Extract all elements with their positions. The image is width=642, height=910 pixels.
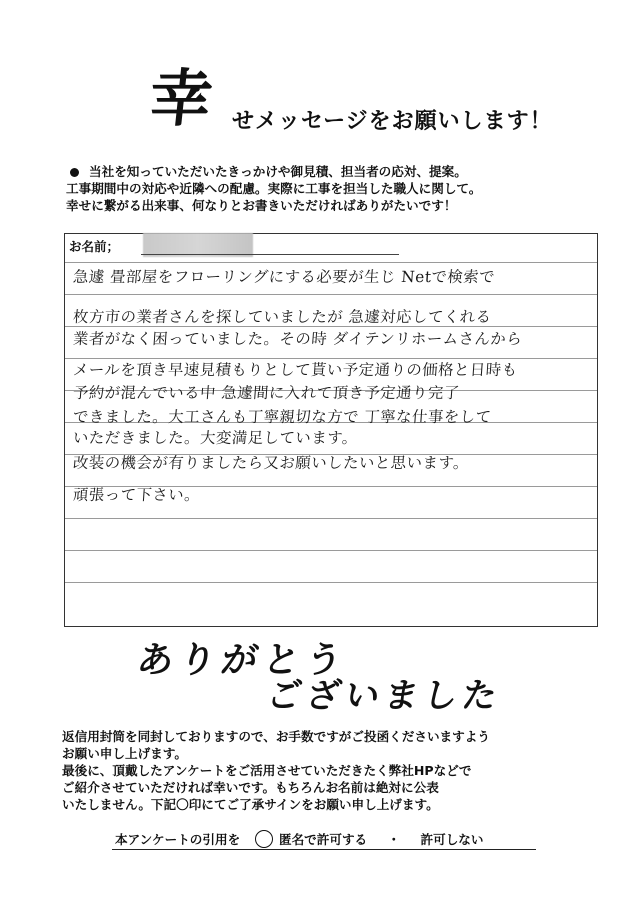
closing-line: お願い申し上げます。 bbox=[62, 746, 187, 761]
intro-line: 幸せに繋がる出来事、何なりとお書きいただければありがたいです！ bbox=[66, 198, 457, 213]
handwritten-line: いただきました。大変満足しています。 bbox=[72, 429, 359, 447]
handwritten-line: 急遽 畳部屋をフローリングにする必要が生じ Netで検索で bbox=[72, 268, 496, 286]
intro-text bbox=[66, 163, 586, 214]
closing-line: いたしません。下記〇印にてご了承サインをお願い申し上げます。 bbox=[62, 797, 439, 812]
ruled-line bbox=[65, 550, 597, 551]
ruled-line bbox=[65, 294, 597, 295]
name-underline bbox=[141, 254, 399, 255]
intro-line: 工事期間中の対応や近隣への配慮。実際に工事を担当した職人に関して。 bbox=[66, 181, 482, 196]
handwritten-line: 枚方市の業者さんを探していましたが 急遽対応してくれる bbox=[72, 308, 493, 326]
consent-anonymous-option[interactable]: 匿名で許可する bbox=[278, 832, 368, 847]
ruled-line bbox=[65, 582, 597, 583]
handwritten-line: 頑張って下さい。 bbox=[72, 486, 201, 504]
title bbox=[146, 62, 570, 152]
closing-text bbox=[62, 728, 602, 813]
thanks-line: ございました bbox=[263, 676, 505, 716]
ruled-line bbox=[65, 262, 597, 263]
bullet-icon bbox=[70, 168, 79, 177]
handwritten-line: 改装の機会が有りましたら又お願いしたいと思います。 bbox=[72, 454, 470, 472]
closing-line: 最後に、頂戴したアンケートをご活用させていただきたく弊社HPなどで bbox=[62, 763, 472, 778]
intro-line: 当社を知っていただいたきっかけや御見積、担当者の応対、提案。 bbox=[89, 164, 467, 179]
closing-line: ご紹介させていただければ幸いです。もちろんお名前は絶対に公表 bbox=[62, 780, 439, 795]
consent-row bbox=[115, 829, 483, 848]
name-label: お名前； bbox=[69, 239, 120, 254]
handwritten-line: 予約が混んでいる中 急遽間に入れて頂き予定通り完了 bbox=[72, 384, 461, 402]
message-box bbox=[64, 233, 598, 627]
ruled-line bbox=[65, 518, 597, 519]
thanks-line: ありがとう bbox=[133, 639, 352, 681]
closing-line: 返信用封筒を同封しておりますので、お手数ですがご投函くださいますよう bbox=[62, 729, 490, 744]
handwritten-line: できました。大工さんも丁寧親切な方で 丁寧な仕事をして bbox=[72, 408, 493, 426]
handwritten-line: メールを頂き早速見積もりとして貰い予定通りの価格と日時も bbox=[72, 361, 519, 379]
title-kanji: 幸 bbox=[146, 62, 216, 135]
consent-separator: ・ bbox=[387, 832, 401, 847]
consent-deny-option[interactable]: 許可しない bbox=[420, 832, 484, 847]
consent-circle-mark[interactable] bbox=[255, 830, 273, 848]
consent-underline bbox=[112, 849, 536, 850]
handwritten-line: 業者がなく困っていました。その時 ダイテンリホームさんから bbox=[72, 330, 523, 348]
consent-prefix: 本アンケートの引用を bbox=[115, 832, 241, 847]
title-text: せメッセージをお願いします！ bbox=[232, 109, 553, 134]
